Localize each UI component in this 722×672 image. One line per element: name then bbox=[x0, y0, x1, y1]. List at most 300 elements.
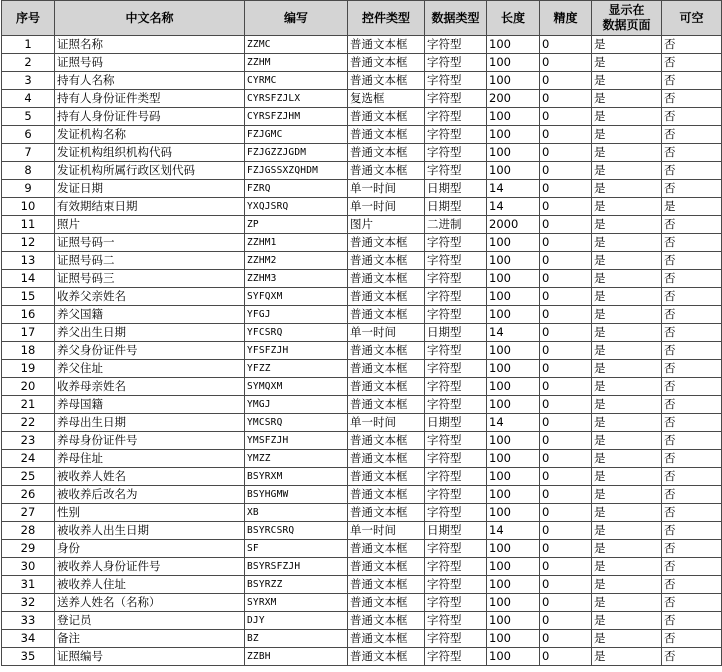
cell-show-on-page: 是 bbox=[592, 540, 662, 558]
cell-code: CYRSFZJHM bbox=[245, 108, 348, 126]
cell-code: YMGJ bbox=[245, 396, 348, 414]
cell-code: BSYRSFZJH bbox=[245, 558, 348, 576]
cell-show-on-page: 是 bbox=[592, 612, 662, 630]
header-nullable: 可空 bbox=[662, 1, 722, 36]
cell-show-on-page: 是 bbox=[592, 558, 662, 576]
cell-chinese-name: 证照编号 bbox=[55, 648, 245, 666]
cell-nullable: 否 bbox=[662, 558, 722, 576]
header-index: 序号 bbox=[2, 1, 55, 36]
cell-code: YFZZ bbox=[245, 360, 348, 378]
cell-nullable: 否 bbox=[662, 396, 722, 414]
table-row bbox=[2, 144, 722, 162]
cell-nullable: 否 bbox=[662, 54, 722, 72]
cell-nullable: 否 bbox=[662, 432, 722, 450]
table-row bbox=[2, 180, 722, 198]
cell-index: 33 bbox=[2, 612, 55, 630]
table-row bbox=[2, 234, 722, 252]
cell-precision: 0 bbox=[540, 216, 592, 234]
cell-length: 100 bbox=[487, 72, 540, 90]
cell-code: BSYRXM bbox=[245, 468, 348, 486]
cell-control-type: 普通文本框 bbox=[348, 360, 425, 378]
cell-precision: 0 bbox=[540, 360, 592, 378]
cell-data-type: 字符型 bbox=[425, 576, 487, 594]
cell-control-type: 单一时间 bbox=[348, 522, 425, 540]
cell-show-on-page: 是 bbox=[592, 162, 662, 180]
cell-nullable: 否 bbox=[662, 180, 722, 198]
cell-nullable: 否 bbox=[662, 90, 722, 108]
cell-nullable: 否 bbox=[662, 486, 722, 504]
cell-index: 30 bbox=[2, 558, 55, 576]
cell-length: 100 bbox=[487, 360, 540, 378]
cell-nullable: 否 bbox=[662, 378, 722, 396]
header-data-type: 数据类型 bbox=[425, 1, 487, 36]
cell-show-on-page: 是 bbox=[592, 216, 662, 234]
table-row bbox=[2, 270, 722, 288]
cell-length: 100 bbox=[487, 504, 540, 522]
cell-control-type: 图片 bbox=[348, 216, 425, 234]
cell-index: 28 bbox=[2, 522, 55, 540]
cell-nullable: 否 bbox=[662, 252, 722, 270]
cell-code: SYMQXM bbox=[245, 378, 348, 396]
cell-control-type: 普通文本框 bbox=[348, 342, 425, 360]
cell-code: BSYHGMW bbox=[245, 486, 348, 504]
cell-show-on-page: 是 bbox=[592, 270, 662, 288]
cell-index: 16 bbox=[2, 306, 55, 324]
table-row bbox=[2, 342, 722, 360]
cell-length: 100 bbox=[487, 450, 540, 468]
cell-index: 27 bbox=[2, 504, 55, 522]
table-row bbox=[2, 468, 722, 486]
cell-chinese-name: 收养母亲姓名 bbox=[55, 378, 245, 396]
cell-index: 8 bbox=[2, 162, 55, 180]
cell-control-type: 普通文本框 bbox=[348, 72, 425, 90]
cell-length: 100 bbox=[487, 396, 540, 414]
cell-length: 100 bbox=[487, 342, 540, 360]
cell-show-on-page: 是 bbox=[592, 342, 662, 360]
cell-index: 6 bbox=[2, 126, 55, 144]
cell-code: YMZZ bbox=[245, 450, 348, 468]
header-show-line2: 数据页面 bbox=[602, 18, 651, 32]
cell-nullable: 否 bbox=[662, 324, 722, 342]
cell-length: 14 bbox=[487, 180, 540, 198]
cell-precision: 0 bbox=[540, 108, 592, 126]
cell-show-on-page: 是 bbox=[592, 108, 662, 126]
cell-data-type: 字符型 bbox=[425, 72, 487, 90]
cell-code: YFCSRQ bbox=[245, 324, 348, 342]
cell-length: 100 bbox=[487, 648, 540, 666]
cell-chinese-name: 养父国籍 bbox=[55, 306, 245, 324]
table-row bbox=[2, 396, 722, 414]
cell-index: 3 bbox=[2, 72, 55, 90]
cell-index: 17 bbox=[2, 324, 55, 342]
cell-precision: 0 bbox=[540, 630, 592, 648]
cell-nullable: 否 bbox=[662, 234, 722, 252]
cell-data-type: 字符型 bbox=[425, 234, 487, 252]
cell-chinese-name: 被收养人住址 bbox=[55, 576, 245, 594]
cell-control-type: 普通文本框 bbox=[348, 36, 425, 54]
cell-nullable: 否 bbox=[662, 594, 722, 612]
table-row bbox=[2, 360, 722, 378]
cell-precision: 0 bbox=[540, 396, 592, 414]
cell-index: 7 bbox=[2, 144, 55, 162]
table-row bbox=[2, 576, 722, 594]
cell-nullable: 否 bbox=[662, 540, 722, 558]
cell-show-on-page: 是 bbox=[592, 360, 662, 378]
cell-precision: 0 bbox=[540, 576, 592, 594]
cell-length: 100 bbox=[487, 630, 540, 648]
table-row bbox=[2, 630, 722, 648]
cell-control-type: 普通文本框 bbox=[348, 144, 425, 162]
cell-length: 2000 bbox=[487, 216, 540, 234]
table-row bbox=[2, 612, 722, 630]
cell-show-on-page: 是 bbox=[592, 198, 662, 216]
table-row bbox=[2, 522, 722, 540]
cell-code: FZJGZZJGDM bbox=[245, 144, 348, 162]
cell-show-on-page: 是 bbox=[592, 378, 662, 396]
cell-chinese-name: 发证日期 bbox=[55, 180, 245, 198]
cell-code: ZZHM1 bbox=[245, 234, 348, 252]
cell-data-type: 字符型 bbox=[425, 648, 487, 666]
cell-data-type: 字符型 bbox=[425, 486, 487, 504]
cell-nullable: 否 bbox=[662, 612, 722, 630]
cell-show-on-page: 是 bbox=[592, 486, 662, 504]
cell-code: CYRSFZJLX bbox=[245, 90, 348, 108]
cell-precision: 0 bbox=[540, 450, 592, 468]
cell-code: FZJGMC bbox=[245, 126, 348, 144]
cell-control-type: 普通文本框 bbox=[348, 396, 425, 414]
cell-chinese-name: 被收养人身份证件号 bbox=[55, 558, 245, 576]
cell-length: 100 bbox=[487, 306, 540, 324]
cell-show-on-page: 是 bbox=[592, 126, 662, 144]
cell-chinese-name: 养母出生日期 bbox=[55, 414, 245, 432]
cell-control-type: 普通文本框 bbox=[348, 450, 425, 468]
header-length: 长度 bbox=[487, 1, 540, 36]
cell-code: ZZHM2 bbox=[245, 252, 348, 270]
cell-control-type: 复选框 bbox=[348, 90, 425, 108]
cell-precision: 0 bbox=[540, 414, 592, 432]
cell-data-type: 字符型 bbox=[425, 504, 487, 522]
cell-nullable: 否 bbox=[662, 126, 722, 144]
cell-data-type: 字符型 bbox=[425, 468, 487, 486]
cell-control-type: 普通文本框 bbox=[348, 468, 425, 486]
cell-data-type: 字符型 bbox=[425, 432, 487, 450]
cell-control-type: 普通文本框 bbox=[348, 576, 425, 594]
cell-nullable: 否 bbox=[662, 504, 722, 522]
cell-length: 100 bbox=[487, 468, 540, 486]
cell-precision: 0 bbox=[540, 252, 592, 270]
cell-precision: 0 bbox=[540, 162, 592, 180]
cell-index: 26 bbox=[2, 486, 55, 504]
cell-control-type: 普通文本框 bbox=[348, 270, 425, 288]
cell-precision: 0 bbox=[540, 36, 592, 54]
cell-index: 12 bbox=[2, 234, 55, 252]
cell-nullable: 是 bbox=[662, 198, 722, 216]
cell-data-type: 字符型 bbox=[425, 252, 487, 270]
cell-show-on-page: 是 bbox=[592, 396, 662, 414]
cell-code: XB bbox=[245, 504, 348, 522]
cell-precision: 0 bbox=[540, 324, 592, 342]
cell-chinese-name: 证照名称 bbox=[55, 36, 245, 54]
cell-control-type: 普通文本框 bbox=[348, 378, 425, 396]
cell-index: 5 bbox=[2, 108, 55, 126]
table-row bbox=[2, 504, 722, 522]
cell-chinese-name: 发证机构组织机构代码 bbox=[55, 144, 245, 162]
cell-show-on-page: 是 bbox=[592, 144, 662, 162]
cell-chinese-name: 证照号码二 bbox=[55, 252, 245, 270]
cell-control-type: 普通文本框 bbox=[348, 648, 425, 666]
cell-precision: 0 bbox=[540, 270, 592, 288]
cell-data-type: 字符型 bbox=[425, 450, 487, 468]
cell-nullable: 否 bbox=[662, 342, 722, 360]
table-row bbox=[2, 540, 722, 558]
cell-index: 24 bbox=[2, 450, 55, 468]
table-row bbox=[2, 90, 722, 108]
header-code: 编写 bbox=[245, 1, 348, 36]
cell-index: 15 bbox=[2, 288, 55, 306]
table-row bbox=[2, 198, 722, 216]
table-row bbox=[2, 558, 722, 576]
cell-index: 22 bbox=[2, 414, 55, 432]
cell-chinese-name: 照片 bbox=[55, 216, 245, 234]
cell-length: 14 bbox=[487, 414, 540, 432]
cell-index: 18 bbox=[2, 342, 55, 360]
cell-length: 100 bbox=[487, 432, 540, 450]
cell-index: 10 bbox=[2, 198, 55, 216]
cell-control-type: 普通文本框 bbox=[348, 126, 425, 144]
cell-control-type: 普通文本框 bbox=[348, 54, 425, 72]
cell-index: 19 bbox=[2, 360, 55, 378]
cell-index: 4 bbox=[2, 90, 55, 108]
cell-control-type: 普通文本框 bbox=[348, 234, 425, 252]
table-row bbox=[2, 306, 722, 324]
table-row bbox=[2, 324, 722, 342]
cell-nullable: 否 bbox=[662, 630, 722, 648]
cell-data-type: 字符型 bbox=[425, 630, 487, 648]
cell-show-on-page: 是 bbox=[592, 414, 662, 432]
cell-precision: 0 bbox=[540, 144, 592, 162]
cell-data-type: 字符型 bbox=[425, 540, 487, 558]
cell-show-on-page: 是 bbox=[592, 324, 662, 342]
cell-control-type: 普通文本框 bbox=[348, 108, 425, 126]
cell-length: 100 bbox=[487, 108, 540, 126]
cell-precision: 0 bbox=[540, 126, 592, 144]
cell-nullable: 否 bbox=[662, 306, 722, 324]
cell-code: SYFQXM bbox=[245, 288, 348, 306]
cell-nullable: 否 bbox=[662, 360, 722, 378]
cell-code: YFGJ bbox=[245, 306, 348, 324]
cell-nullable: 否 bbox=[662, 648, 722, 666]
cell-chinese-name: 持有人名称 bbox=[55, 72, 245, 90]
cell-code: SYRXM bbox=[245, 594, 348, 612]
table-row bbox=[2, 648, 722, 666]
cell-data-type: 字符型 bbox=[425, 162, 487, 180]
table-row bbox=[2, 486, 722, 504]
table-row bbox=[2, 378, 722, 396]
cell-code: BZ bbox=[245, 630, 348, 648]
cell-precision: 0 bbox=[540, 522, 592, 540]
table-row bbox=[2, 108, 722, 126]
header-show-on-page bbox=[592, 1, 662, 36]
cell-chinese-name: 登记员 bbox=[55, 612, 245, 630]
cell-data-type: 字符型 bbox=[425, 270, 487, 288]
cell-nullable: 否 bbox=[662, 144, 722, 162]
cell-data-type: 日期型 bbox=[425, 198, 487, 216]
cell-index: 23 bbox=[2, 432, 55, 450]
cell-data-type: 字符型 bbox=[425, 36, 487, 54]
cell-chinese-name: 养母身份证件号 bbox=[55, 432, 245, 450]
cell-precision: 0 bbox=[540, 306, 592, 324]
cell-chinese-name: 收养父亲姓名 bbox=[55, 288, 245, 306]
cell-show-on-page: 是 bbox=[592, 504, 662, 522]
cell-code: FZRQ bbox=[245, 180, 348, 198]
cell-precision: 0 bbox=[540, 558, 592, 576]
cell-code: ZZHM3 bbox=[245, 270, 348, 288]
cell-length: 100 bbox=[487, 234, 540, 252]
table-row bbox=[2, 216, 722, 234]
cell-nullable: 否 bbox=[662, 576, 722, 594]
cell-show-on-page: 是 bbox=[592, 648, 662, 666]
cell-length: 100 bbox=[487, 252, 540, 270]
cell-show-on-page: 是 bbox=[592, 252, 662, 270]
cell-control-type: 单一时间 bbox=[348, 414, 425, 432]
cell-chinese-name: 身份 bbox=[55, 540, 245, 558]
cell-data-type: 字符型 bbox=[425, 126, 487, 144]
cell-control-type: 普通文本框 bbox=[348, 558, 425, 576]
cell-chinese-name: 送养人姓名（名称） bbox=[55, 594, 245, 612]
cell-nullable: 否 bbox=[662, 36, 722, 54]
cell-data-type: 日期型 bbox=[425, 180, 487, 198]
cell-length: 100 bbox=[487, 54, 540, 72]
cell-chinese-name: 养母国籍 bbox=[55, 396, 245, 414]
cell-control-type: 普通文本框 bbox=[348, 162, 425, 180]
cell-code: SF bbox=[245, 540, 348, 558]
table-row bbox=[2, 72, 722, 90]
cell-chinese-name: 持有人身份证件类型 bbox=[55, 90, 245, 108]
cell-length: 100 bbox=[487, 594, 540, 612]
cell-control-type: 普通文本框 bbox=[348, 306, 425, 324]
cell-length: 14 bbox=[487, 522, 540, 540]
cell-length: 100 bbox=[487, 378, 540, 396]
cell-chinese-name: 被收养人姓名 bbox=[55, 468, 245, 486]
cell-control-type: 普通文本框 bbox=[348, 630, 425, 648]
cell-index: 21 bbox=[2, 396, 55, 414]
cell-nullable: 否 bbox=[662, 288, 722, 306]
cell-control-type: 普通文本框 bbox=[348, 540, 425, 558]
cell-index: 25 bbox=[2, 468, 55, 486]
cell-code: YFSFZJH bbox=[245, 342, 348, 360]
cell-precision: 0 bbox=[540, 288, 592, 306]
table-body bbox=[2, 36, 722, 666]
table-row bbox=[2, 450, 722, 468]
cell-chinese-name: 性别 bbox=[55, 504, 245, 522]
cell-show-on-page: 是 bbox=[592, 180, 662, 198]
header-control-type: 控件类型 bbox=[348, 1, 425, 36]
cell-length: 100 bbox=[487, 486, 540, 504]
cell-precision: 0 bbox=[540, 198, 592, 216]
cell-control-type: 普通文本框 bbox=[348, 252, 425, 270]
cell-precision: 0 bbox=[540, 504, 592, 522]
cell-index: 11 bbox=[2, 216, 55, 234]
cell-control-type: 普通文本框 bbox=[348, 288, 425, 306]
cell-nullable: 否 bbox=[662, 450, 722, 468]
table-row bbox=[2, 126, 722, 144]
cell-data-type: 字符型 bbox=[425, 288, 487, 306]
cell-precision: 0 bbox=[540, 180, 592, 198]
cell-chinese-name: 养父身份证件号 bbox=[55, 342, 245, 360]
cell-nullable: 否 bbox=[662, 72, 722, 90]
cell-length: 100 bbox=[487, 288, 540, 306]
cell-show-on-page: 是 bbox=[592, 450, 662, 468]
cell-index: 34 bbox=[2, 630, 55, 648]
cell-control-type: 普通文本框 bbox=[348, 486, 425, 504]
cell-length: 14 bbox=[487, 324, 540, 342]
cell-length: 100 bbox=[487, 144, 540, 162]
cell-data-type: 字符型 bbox=[425, 144, 487, 162]
cell-control-type: 单一时间 bbox=[348, 180, 425, 198]
cell-nullable: 否 bbox=[662, 216, 722, 234]
cell-precision: 0 bbox=[540, 540, 592, 558]
cell-index: 2 bbox=[2, 54, 55, 72]
cell-show-on-page: 是 bbox=[592, 306, 662, 324]
cell-chinese-name: 养父出生日期 bbox=[55, 324, 245, 342]
cell-data-type: 字符型 bbox=[425, 54, 487, 72]
cell-data-type: 字符型 bbox=[425, 378, 487, 396]
cell-precision: 0 bbox=[540, 612, 592, 630]
cell-code: FZJGSSXZQHDM bbox=[245, 162, 348, 180]
cell-control-type: 普通文本框 bbox=[348, 504, 425, 522]
cell-control-type: 普通文本框 bbox=[348, 432, 425, 450]
cell-code: ZP bbox=[245, 216, 348, 234]
cell-precision: 0 bbox=[540, 594, 592, 612]
cell-index: 13 bbox=[2, 252, 55, 270]
cell-nullable: 否 bbox=[662, 108, 722, 126]
table-row bbox=[2, 162, 722, 180]
cell-chinese-name: 被收养人出生日期 bbox=[55, 522, 245, 540]
cell-index: 35 bbox=[2, 648, 55, 666]
cell-length: 100 bbox=[487, 270, 540, 288]
cell-nullable: 否 bbox=[662, 414, 722, 432]
cell-code: BSYRCSRQ bbox=[245, 522, 348, 540]
cell-chinese-name: 养父住址 bbox=[55, 360, 245, 378]
cell-index: 9 bbox=[2, 180, 55, 198]
cell-data-type: 字符型 bbox=[425, 612, 487, 630]
table-row bbox=[2, 414, 722, 432]
cell-index: 20 bbox=[2, 378, 55, 396]
cell-precision: 0 bbox=[540, 468, 592, 486]
cell-data-type: 字符型 bbox=[425, 594, 487, 612]
cell-code: YMSFZJH bbox=[245, 432, 348, 450]
cell-length: 100 bbox=[487, 540, 540, 558]
cell-code: YMCSRQ bbox=[245, 414, 348, 432]
cell-code: BSYRZZ bbox=[245, 576, 348, 594]
cell-data-type: 字符型 bbox=[425, 306, 487, 324]
cell-chinese-name: 被收养后改名为 bbox=[55, 486, 245, 504]
cell-length: 100 bbox=[487, 36, 540, 54]
cell-chinese-name: 发证机构所属行政区划代码 bbox=[55, 162, 245, 180]
field-definition-table bbox=[1, 0, 722, 666]
cell-data-type: 日期型 bbox=[425, 414, 487, 432]
cell-precision: 0 bbox=[540, 54, 592, 72]
cell-data-type: 二进制 bbox=[425, 216, 487, 234]
table-row bbox=[2, 594, 722, 612]
table-header-row bbox=[2, 1, 722, 36]
cell-show-on-page: 是 bbox=[592, 72, 662, 90]
cell-precision: 0 bbox=[540, 486, 592, 504]
cell-length: 100 bbox=[487, 612, 540, 630]
cell-precision: 0 bbox=[540, 72, 592, 90]
cell-chinese-name: 证照号码三 bbox=[55, 270, 245, 288]
cell-length: 14 bbox=[487, 198, 540, 216]
